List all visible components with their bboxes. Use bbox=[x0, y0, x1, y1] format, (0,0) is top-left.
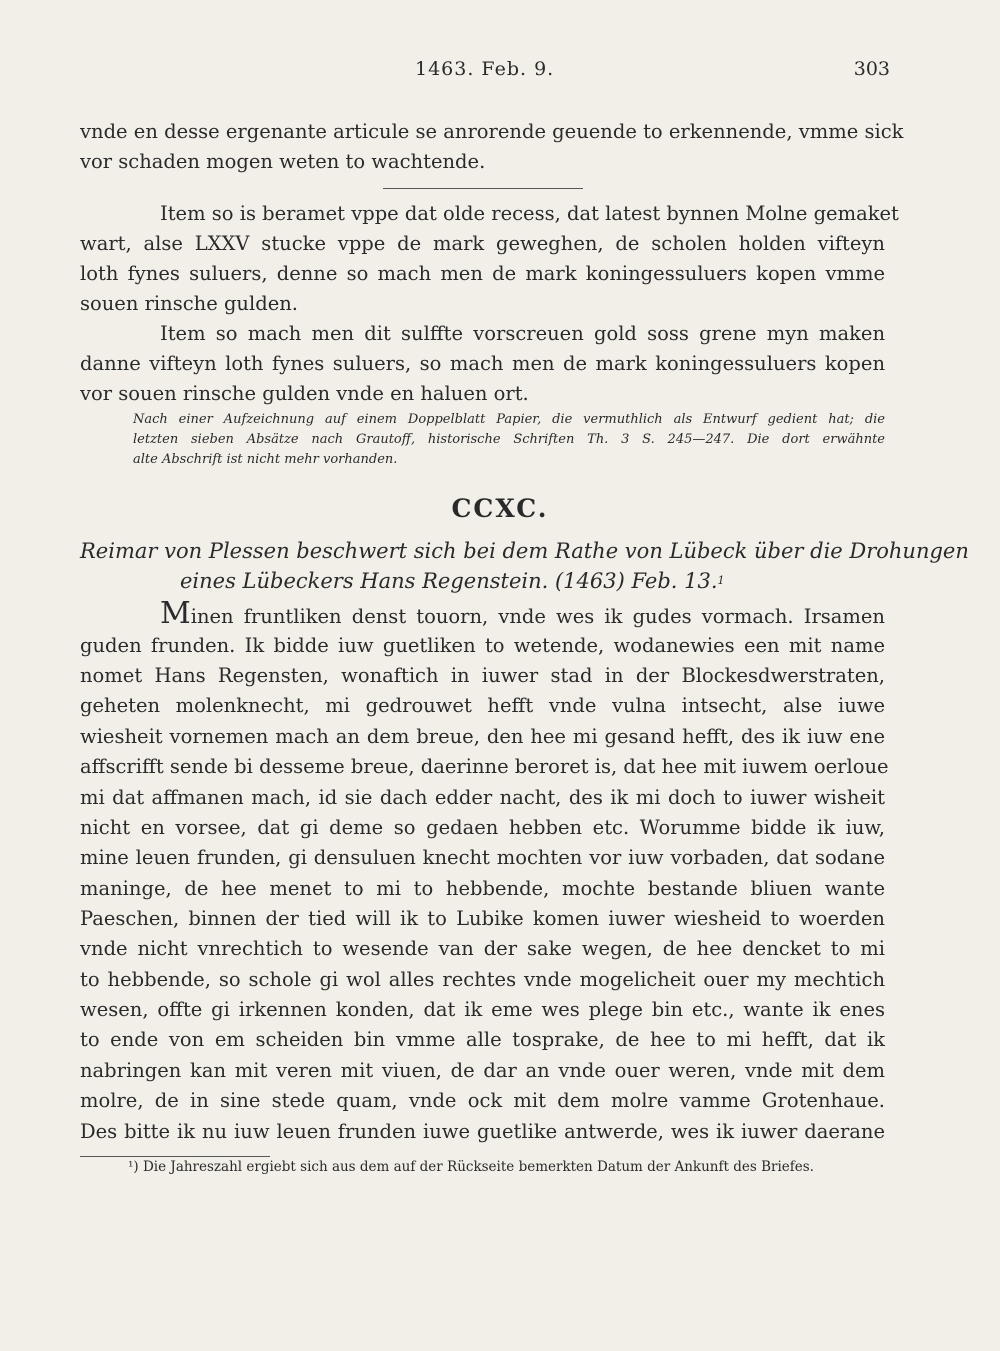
footnote-rule bbox=[80, 1156, 270, 1157]
letter-line: Des bitte ik nu iuw leuen frunden iuwe guetlike antwerde, wes ik iuwer daerane bbox=[80, 1120, 885, 1143]
text-line: vor schaden mogen weten to wachtende. bbox=[80, 150, 486, 173]
text-line: Item so is beramet vppe dat olde recess, dat latest bynnen Molne gemaket bbox=[160, 202, 899, 225]
letter-line: nomet Hans Regensten, wonaftich in iuwer stad in der Blockesdwerstraten, bbox=[80, 664, 885, 687]
regest-line: Reimar von Plessen beschwert sich bei dem Rathe von Lübeck über die Drohungen bbox=[80, 539, 969, 563]
text-line: souen rinsche gulden. bbox=[80, 292, 299, 315]
footnote-marker: ¹) bbox=[128, 1159, 139, 1175]
running-header bbox=[80, 58, 890, 88]
source-note-line: letzten sieben Absätze nach Grautoff, historische Schriften Th. 3 S. 245—247. Die dort erwähnte bbox=[133, 432, 885, 447]
source-note-line: alte Abschrift ist nicht mehr vorhanden. bbox=[133, 452, 398, 467]
header-date: 1463. Feb. 9. bbox=[415, 58, 555, 80]
letter-line: wiesheit vornemen mach an dem breue, den hee mi gesand hefft, des ik iuw ene bbox=[80, 725, 885, 748]
document-number: CCXC. bbox=[451, 494, 549, 523]
letter-first-line bbox=[160, 596, 885, 632]
footnote bbox=[128, 1159, 814, 1175]
letter-line: geheten molenknecht, mi gedrouwet hefft vnde vulna intsecht, alse iuwe bbox=[80, 694, 885, 717]
text-line: vor souen rinsche gulden vnde en haluen ort. bbox=[80, 382, 529, 405]
text-line: Item so mach men dit sulffte vorscreuen gold soss grene myn maken bbox=[160, 322, 885, 345]
source-note-line: Nach einer Aufzeichnung auf einem Doppelblatt Papier, die vermuthlich als Entwurf gedient hat; die bbox=[133, 412, 885, 427]
letter-line: molre, de in sine stede quam, vnde ock mit dem molre vamme Grotenhaue. bbox=[80, 1089, 885, 1112]
letter-line: to hebbende, so schole gi wol alles rechtes vnde mogelicheit ouer my mechtich bbox=[80, 968, 885, 991]
initial-letter: M bbox=[160, 596, 191, 631]
footnote-text: Die Jahreszahl ergiebt sich aus dem auf der Rückseite bemerkten Datum der Ankunft des Briefes. bbox=[142, 1159, 814, 1175]
letter-line: mine leuen frunden, gi densuluen knecht mochten vor iuw vorbaden, dat sodane bbox=[80, 846, 885, 869]
footnote-marker: 1 bbox=[717, 574, 725, 587]
text-line: danne vifteyn loth fynes suluers, so mach men de mark koningessuluers kopen bbox=[80, 352, 885, 375]
letter-line: wesen, offte gi irkennen konden, dat ik eme wes plege bin etc., wante ik enes bbox=[80, 998, 885, 1021]
page-number: 303 bbox=[853, 58, 890, 80]
letter-line: mi dat affmanen mach, id sie dach edder nacht, des ik mi doch to iuwer wisheit bbox=[80, 786, 885, 809]
section-divider bbox=[383, 188, 583, 189]
letter-line: guden frunden. Ik bidde iuw guetliken to wetende, wodanewies een mit name bbox=[80, 634, 885, 657]
letter-line: nicht en vorsee, dat gi deme so gedaen hebben etc. Worumme bidde ik iuw, bbox=[80, 816, 885, 839]
letter-line: to ende von em scheiden bin vmme alle tosprake, de hee to mi hefft, dat ik bbox=[80, 1028, 885, 1051]
letter-line: affscrifft sende bi desseme breue, daerinne beroret is, dat hee mit iuwem oerloue bbox=[80, 755, 889, 778]
letter-line: vnde nicht vnrechtich to wesende van der sake wegen, de hee dencket to mi bbox=[80, 937, 885, 960]
letter-line: nabringen kan mit veren mit viuen, de dar an vnde ouer weren, vnde mit dem bbox=[80, 1059, 885, 1082]
text-line: vnde en desse ergenante articule se anrorende geuende to erkennende, vmme sick bbox=[80, 120, 904, 143]
text-line: wart, alse LXXV stucke vppe de mark geweghen, de scholen holden vifteyn bbox=[80, 232, 885, 255]
letter-line: maninge, de hee menet to mi to hebbende, mochte bestande bliuen wante bbox=[80, 877, 885, 900]
letter-line: Paeschen, binnen der tied will ik to Lubike komen iuwer wiesheid to woerden bbox=[80, 907, 885, 930]
regest-line-text: eines Lübeckers Hans Regenstein. (1463) Feb. 13. bbox=[180, 569, 718, 593]
first-line-text: inen fruntliken denst touorn, vnde wes ik gudes vormach. Irsamen bbox=[190, 605, 885, 628]
text-line: loth fynes suluers, denne so mach men de mark koningessuluers kopen vmme bbox=[80, 262, 885, 285]
regest-line bbox=[180, 566, 725, 596]
